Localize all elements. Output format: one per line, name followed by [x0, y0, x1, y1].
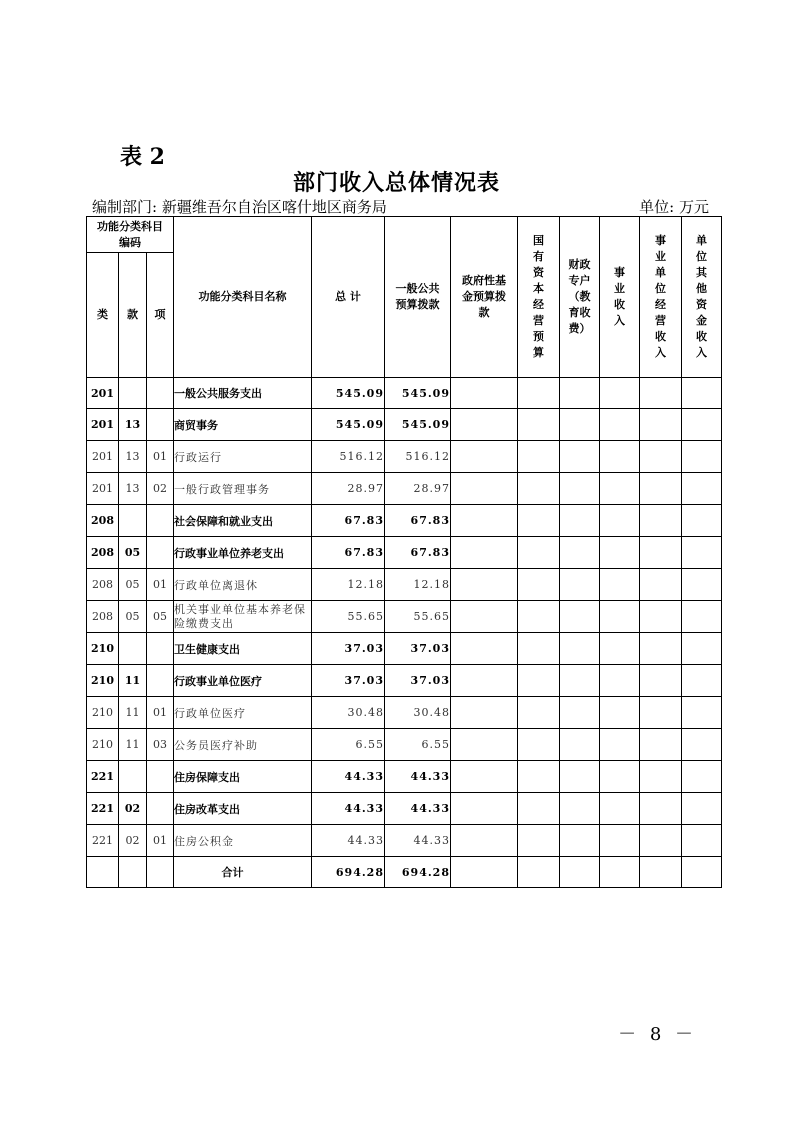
cell-lei: 208: [87, 505, 119, 537]
cell-general: 545.09: [385, 409, 451, 441]
cell-kuan: 13: [119, 473, 147, 505]
cell-fund: [451, 697, 518, 729]
cell-total: 30.48: [312, 697, 385, 729]
cell-operating: [640, 601, 682, 633]
cell-xiang: [147, 857, 174, 888]
cell-state-capital: [518, 761, 560, 793]
cell-other: [682, 601, 722, 633]
cell-kuan: 11: [119, 729, 147, 761]
cell-fund: [451, 729, 518, 761]
cell-fund: [451, 441, 518, 473]
cell-operating: [640, 633, 682, 665]
cell-total: 6.55: [312, 729, 385, 761]
header-fiscal-special: 财政专户（教育收费）: [560, 217, 600, 378]
cell-state-capital: [518, 441, 560, 473]
cell-state-capital: [518, 505, 560, 537]
header-gov-fund: 政府性基金预算拨款: [451, 217, 518, 378]
cell-kuan: 05: [119, 569, 147, 601]
unit-label: 单位: 万元: [639, 198, 709, 216]
cell-general: 44.33: [385, 761, 451, 793]
cell-lei: 208: [87, 569, 119, 601]
cell-general: 37.03: [385, 633, 451, 665]
cell-lei: 201: [87, 409, 119, 441]
cell-fiscal-special: [560, 697, 600, 729]
cell-other: [682, 793, 722, 825]
cell-operating: [640, 825, 682, 857]
cell-kuan: 05: [119, 537, 147, 569]
cell-fiscal-special: [560, 761, 600, 793]
table-row: [87, 761, 722, 793]
cell-business: [600, 409, 640, 441]
header-other-income: 单位其他资金收入: [682, 217, 722, 378]
cell-total: 37.03: [312, 665, 385, 697]
cell-name: 社会保障和就业支出: [174, 505, 312, 537]
cell-general: 67.83: [385, 537, 451, 569]
cell-fiscal-special: [560, 441, 600, 473]
cell-name: 机关事业单位基本养老保险缴费支出: [174, 601, 312, 633]
cell-operating: [640, 569, 682, 601]
cell-kuan: 02: [119, 825, 147, 857]
cell-state-capital: [518, 601, 560, 633]
table-row: [87, 473, 722, 505]
table-row: [87, 793, 722, 825]
cell-total: 67.83: [312, 505, 385, 537]
cell-lei: 210: [87, 665, 119, 697]
cell-business: [600, 761, 640, 793]
cell-general: 67.83: [385, 505, 451, 537]
org-label: 编制部门: 新疆维吾尔自治区喀什地区商务局: [92, 198, 387, 216]
cell-state-capital: [518, 793, 560, 825]
cell-name: 住房改革支出: [174, 793, 312, 825]
cell-name: 住房公积金: [174, 825, 312, 857]
cell-other: [682, 473, 722, 505]
cell-lei: 221: [87, 825, 119, 857]
table-row: [87, 378, 722, 409]
cell-fund: [451, 537, 518, 569]
cell-fiscal-special: [560, 409, 600, 441]
header-business-income: 事业收入: [600, 217, 640, 378]
cell-fiscal-special: [560, 825, 600, 857]
cell-name: 公务员医疗补助: [174, 729, 312, 761]
cell-fund: [451, 505, 518, 537]
cell-fund: [451, 409, 518, 441]
cell-lei: [87, 857, 119, 888]
cell-fiscal-special: [560, 473, 600, 505]
cell-other: [682, 505, 722, 537]
cell-fiscal-special: [560, 601, 600, 633]
cell-business: [600, 729, 640, 761]
cell-operating: [640, 857, 682, 888]
cell-kuan: [119, 633, 147, 665]
cell-kuan: 13: [119, 441, 147, 473]
cell-business: [600, 793, 640, 825]
cell-xiang: [147, 537, 174, 569]
cell-business: [600, 665, 640, 697]
table-label: 表 2: [120, 144, 165, 170]
cell-state-capital: [518, 825, 560, 857]
cell-general: 55.65: [385, 601, 451, 633]
cell-name: 合计: [174, 857, 312, 888]
table-row: [87, 409, 722, 441]
cell-operating: [640, 378, 682, 409]
cell-xiang: [147, 793, 174, 825]
cell-business: [600, 537, 640, 569]
header-general-budget: 一般公共预算拨款: [385, 217, 451, 378]
cell-xiang: 02: [147, 473, 174, 505]
cell-fund: [451, 601, 518, 633]
cell-lei: 201: [87, 378, 119, 409]
header-code-group: 功能分类科目编码: [87, 217, 174, 253]
table-row: [87, 633, 722, 665]
cell-other: [682, 697, 722, 729]
cell-xiang: 01: [147, 569, 174, 601]
header-total: 总 计: [312, 217, 385, 378]
table-row: [87, 697, 722, 729]
table-row: [87, 569, 722, 601]
table-row: [87, 505, 722, 537]
cell-kuan: [119, 378, 147, 409]
cell-total: 44.33: [312, 825, 385, 857]
cell-general: 6.55: [385, 729, 451, 761]
cell-fund: [451, 761, 518, 793]
cell-operating: [640, 441, 682, 473]
cell-state-capital: [518, 729, 560, 761]
cell-name: 商贸事务: [174, 409, 312, 441]
cell-general: 12.18: [385, 569, 451, 601]
cell-fiscal-special: [560, 857, 600, 888]
cell-fund: [451, 857, 518, 888]
cell-lei: 201: [87, 441, 119, 473]
cell-fiscal-special: [560, 729, 600, 761]
header-kuan: 款: [119, 253, 147, 378]
cell-state-capital: [518, 665, 560, 697]
cell-operating: [640, 537, 682, 569]
header-state-capital: 国有资本经营预算: [518, 217, 560, 378]
cell-general: 44.33: [385, 825, 451, 857]
cell-xiang: [147, 409, 174, 441]
cell-other: [682, 537, 722, 569]
cell-other: [682, 378, 722, 409]
table-row: [87, 601, 722, 633]
cell-name: 行政单位医疗: [174, 697, 312, 729]
cell-total: 545.09: [312, 409, 385, 441]
cell-operating: [640, 505, 682, 537]
cell-fiscal-special: [560, 665, 600, 697]
cell-other: [682, 409, 722, 441]
cell-name: 一般行政管理事务: [174, 473, 312, 505]
cell-fiscal-special: [560, 537, 600, 569]
cell-total: 44.33: [312, 761, 385, 793]
cell-xiang: [147, 378, 174, 409]
cell-general: 545.09: [385, 378, 451, 409]
cell-other: [682, 569, 722, 601]
cell-general: 694.28: [385, 857, 451, 888]
page-title: 部门收入总体情况表: [292, 170, 500, 196]
table-row: [87, 537, 722, 569]
cell-business: [600, 633, 640, 665]
cell-other: [682, 825, 722, 857]
cell-lei: 210: [87, 633, 119, 665]
header-xiang: 项: [147, 253, 174, 378]
cell-fiscal-special: [560, 569, 600, 601]
cell-kuan: 11: [119, 697, 147, 729]
cell-business: [600, 473, 640, 505]
cell-fund: [451, 665, 518, 697]
cell-name: 卫生健康支出: [174, 633, 312, 665]
cell-total: 545.09: [312, 378, 385, 409]
cell-operating: [640, 473, 682, 505]
cell-business: [600, 825, 640, 857]
cell-total: 44.33: [312, 793, 385, 825]
cell-general: 30.48: [385, 697, 451, 729]
cell-kuan: 13: [119, 409, 147, 441]
cell-operating: [640, 761, 682, 793]
cell-xiang: 05: [147, 601, 174, 633]
cell-state-capital: [518, 569, 560, 601]
cell-name: 行政事业单位养老支出: [174, 537, 312, 569]
cell-xiang: [147, 761, 174, 793]
table-row: [87, 729, 722, 761]
cell-fiscal-special: [560, 793, 600, 825]
cell-lei: 208: [87, 537, 119, 569]
cell-total: 12.18: [312, 569, 385, 601]
cell-general: 516.12: [385, 441, 451, 473]
header-lei: 类: [87, 253, 119, 378]
cell-xiang: [147, 665, 174, 697]
cell-kuan: 11: [119, 665, 147, 697]
cell-state-capital: [518, 378, 560, 409]
cell-lei: 210: [87, 697, 119, 729]
cell-lei: 221: [87, 761, 119, 793]
cell-other: [682, 633, 722, 665]
cell-xiang: [147, 505, 174, 537]
cell-other: [682, 729, 722, 761]
cell-kuan: [119, 505, 147, 537]
cell-name: 住房保障支出: [174, 761, 312, 793]
cell-state-capital: [518, 473, 560, 505]
cell-kuan: [119, 761, 147, 793]
cell-state-capital: [518, 857, 560, 888]
cell-operating: [640, 729, 682, 761]
cell-general: 44.33: [385, 793, 451, 825]
cell-total: 516.12: [312, 441, 385, 473]
cell-other: [682, 665, 722, 697]
cell-other: [682, 761, 722, 793]
header-operating-income: 事业单位经营收入: [640, 217, 682, 378]
cell-other: [682, 857, 722, 888]
cell-xiang: 01: [147, 825, 174, 857]
cell-operating: [640, 665, 682, 697]
cell-lei: 201: [87, 473, 119, 505]
cell-state-capital: [518, 537, 560, 569]
cell-name: 行政运行: [174, 441, 312, 473]
cell-total: 28.97: [312, 473, 385, 505]
table-row: [87, 665, 722, 697]
cell-total: 55.65: [312, 601, 385, 633]
cell-state-capital: [518, 409, 560, 441]
cell-kuan: 02: [119, 793, 147, 825]
cell-fund: [451, 793, 518, 825]
cell-name: 一般公共服务支出: [174, 378, 312, 409]
cell-xiang: 03: [147, 729, 174, 761]
cell-name: 行政事业单位医疗: [174, 665, 312, 697]
table-row: [87, 441, 722, 473]
cell-total: 694.28: [312, 857, 385, 888]
header-name: 功能分类科目名称: [174, 217, 312, 378]
cell-fiscal-special: [560, 378, 600, 409]
income-table: [86, 216, 722, 888]
table-row: [87, 825, 722, 857]
cell-business: [600, 857, 640, 888]
cell-general: 28.97: [385, 473, 451, 505]
total-row: [87, 857, 722, 888]
cell-lei: 221: [87, 793, 119, 825]
cell-business: [600, 378, 640, 409]
page-number: － 8 －: [618, 1024, 697, 1045]
cell-business: [600, 601, 640, 633]
cell-fiscal-special: [560, 633, 600, 665]
cell-name: 行政单位离退休: [174, 569, 312, 601]
cell-lei: 210: [87, 729, 119, 761]
cell-xiang: 01: [147, 441, 174, 473]
cell-other: [682, 441, 722, 473]
cell-total: 67.83: [312, 537, 385, 569]
cell-xiang: 01: [147, 697, 174, 729]
cell-business: [600, 505, 640, 537]
cell-general: 37.03: [385, 665, 451, 697]
cell-operating: [640, 793, 682, 825]
cell-fiscal-special: [560, 505, 600, 537]
cell-business: [600, 569, 640, 601]
cell-fund: [451, 633, 518, 665]
cell-business: [600, 441, 640, 473]
cell-kuan: 05: [119, 601, 147, 633]
cell-fund: [451, 473, 518, 505]
cell-operating: [640, 697, 682, 729]
cell-business: [600, 697, 640, 729]
cell-fund: [451, 825, 518, 857]
cell-xiang: [147, 633, 174, 665]
cell-total: 37.03: [312, 633, 385, 665]
cell-fund: [451, 569, 518, 601]
cell-operating: [640, 409, 682, 441]
cell-state-capital: [518, 633, 560, 665]
cell-lei: 208: [87, 601, 119, 633]
cell-fund: [451, 378, 518, 409]
cell-state-capital: [518, 697, 560, 729]
cell-kuan: [119, 857, 147, 888]
